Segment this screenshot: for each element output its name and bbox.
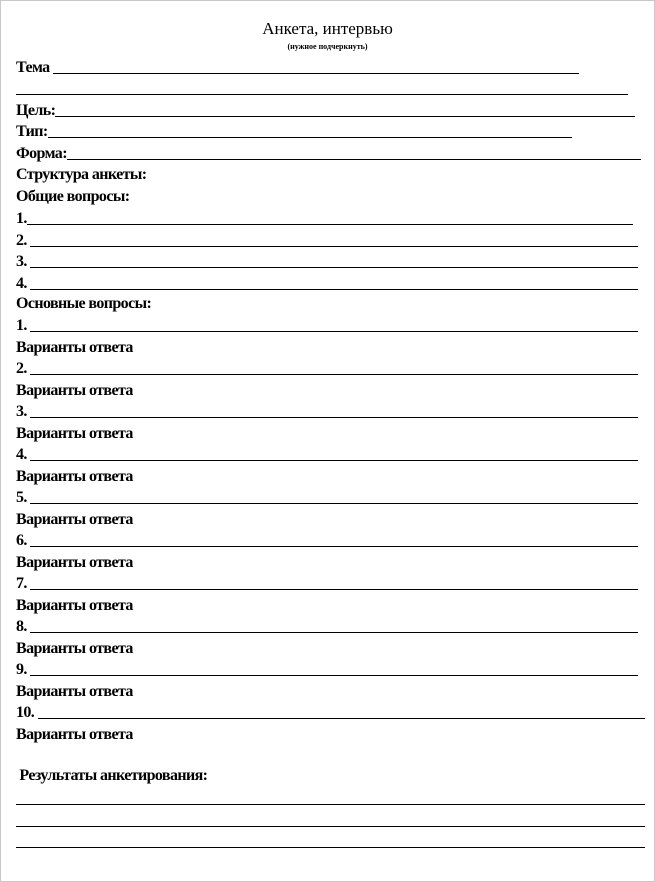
main-question-7-label: 7. <box>16 575 31 592</box>
main-question-8 <box>16 616 638 637</box>
topic-label: Тема <box>16 59 53 76</box>
general-questions-heading <box>16 186 129 207</box>
results-heading <box>16 765 207 786</box>
main-question-10 <box>16 702 645 723</box>
main-question-2 <box>16 358 638 379</box>
main-question-1 <box>16 315 638 336</box>
type-row <box>16 121 572 142</box>
main-question-1-label: 1. <box>16 317 31 334</box>
type-field[interactable] <box>48 136 572 138</box>
goal-row <box>16 100 635 121</box>
form-field[interactable] <box>67 158 641 160</box>
main-question-7 <box>16 573 638 594</box>
goal-field[interactable] <box>55 115 635 117</box>
main-question-9-label: 9. <box>16 661 31 678</box>
main-question-3-label: 3. <box>16 403 31 420</box>
answer-options-7-label: Варианты ответа <box>16 596 133 614</box>
main-question-8-field[interactable] <box>30 631 638 633</box>
general-question-4-field[interactable] <box>30 288 638 290</box>
main-question-7-field[interactable] <box>30 588 638 590</box>
main-question-9-field[interactable] <box>30 674 638 676</box>
main-question-10-label: 10. <box>16 704 38 721</box>
answer-options-6-label: Варианты ответа <box>16 553 133 571</box>
results-line-1[interactable] <box>16 804 645 805</box>
answer-options-1 <box>16 337 133 358</box>
results-line-3[interactable] <box>16 847 645 848</box>
main-question-6 <box>16 530 638 551</box>
answer-options-7 <box>16 595 133 616</box>
main-question-2-label: 2. <box>16 360 31 377</box>
goal-label: Цель: <box>16 102 56 119</box>
main-question-9 <box>16 659 638 680</box>
main-question-2-field[interactable] <box>30 373 638 375</box>
structure-label: Структура анкеты: <box>16 166 147 183</box>
answer-options-4 <box>16 466 133 487</box>
main-question-8-label: 8. <box>16 618 31 635</box>
main-question-5-label: 5. <box>16 489 31 506</box>
answer-options-3 <box>16 423 133 444</box>
results-label: Результаты анкетирования: <box>16 767 208 784</box>
main-question-6-field[interactable] <box>30 545 638 547</box>
answer-options-2 <box>16 380 133 401</box>
main-question-4-field[interactable] <box>30 459 638 461</box>
answer-options-10 <box>16 724 133 745</box>
main-questions-label: Основные вопросы: <box>16 295 152 312</box>
answer-options-2-label: Варианты ответа <box>16 381 133 399</box>
document-subtitle: (нужное подчеркнуть) <box>287 42 368 51</box>
results-line-2[interactable] <box>16 826 645 827</box>
general-question-3-label: 3. <box>16 253 31 270</box>
general-question-1-field[interactable] <box>27 223 633 225</box>
main-questions-heading <box>16 293 151 314</box>
general-question-3-field[interactable] <box>30 266 638 268</box>
answer-options-5-label: Варианты ответа <box>16 510 133 528</box>
type-label: Тип: <box>16 123 48 140</box>
general-question-4 <box>16 273 638 294</box>
main-question-5 <box>16 487 638 508</box>
general-question-2-label: 2. <box>16 231 31 249</box>
main-question-10-field[interactable] <box>38 717 645 719</box>
topic-field-continuation[interactable] <box>16 94 628 95</box>
answer-options-6 <box>16 552 133 573</box>
answer-options-8-label: Варианты ответа <box>16 639 133 657</box>
topic-field[interactable] <box>53 72 579 74</box>
general-question-3 <box>16 251 638 272</box>
main-question-1-field[interactable] <box>30 330 638 332</box>
main-question-4-label: 4. <box>16 446 31 463</box>
general-question-1-label: 1. <box>16 210 27 227</box>
answer-options-8 <box>16 638 133 659</box>
general-question-2-field[interactable] <box>30 245 638 247</box>
answer-options-10-label: Варианты ответа <box>16 725 133 743</box>
answer-options-9-label: Варианты ответа <box>16 682 133 700</box>
general-question-4-label: 4. <box>16 274 31 292</box>
main-question-5-field[interactable] <box>30 502 638 504</box>
structure-heading <box>16 164 146 185</box>
form-row <box>16 143 641 164</box>
general-question-2 <box>16 230 638 251</box>
main-question-3-field[interactable] <box>30 416 638 418</box>
general-questions-label: Общие вопросы: <box>16 188 130 205</box>
answer-options-9 <box>16 681 133 702</box>
form-label: Форма: <box>16 145 67 162</box>
topic-row <box>16 57 579 78</box>
main-question-3 <box>16 401 638 422</box>
answer-options-3-label: Варианты ответа <box>16 424 133 442</box>
answer-options-5 <box>16 509 133 530</box>
answer-options-1-label: Варианты ответа <box>16 338 133 356</box>
answer-options-4-label: Варианты ответа <box>16 467 133 485</box>
main-question-4 <box>16 444 638 465</box>
general-question-1 <box>16 208 633 229</box>
main-question-6-label: 6. <box>16 532 31 549</box>
document-title: Анкета, интервью <box>262 19 393 38</box>
